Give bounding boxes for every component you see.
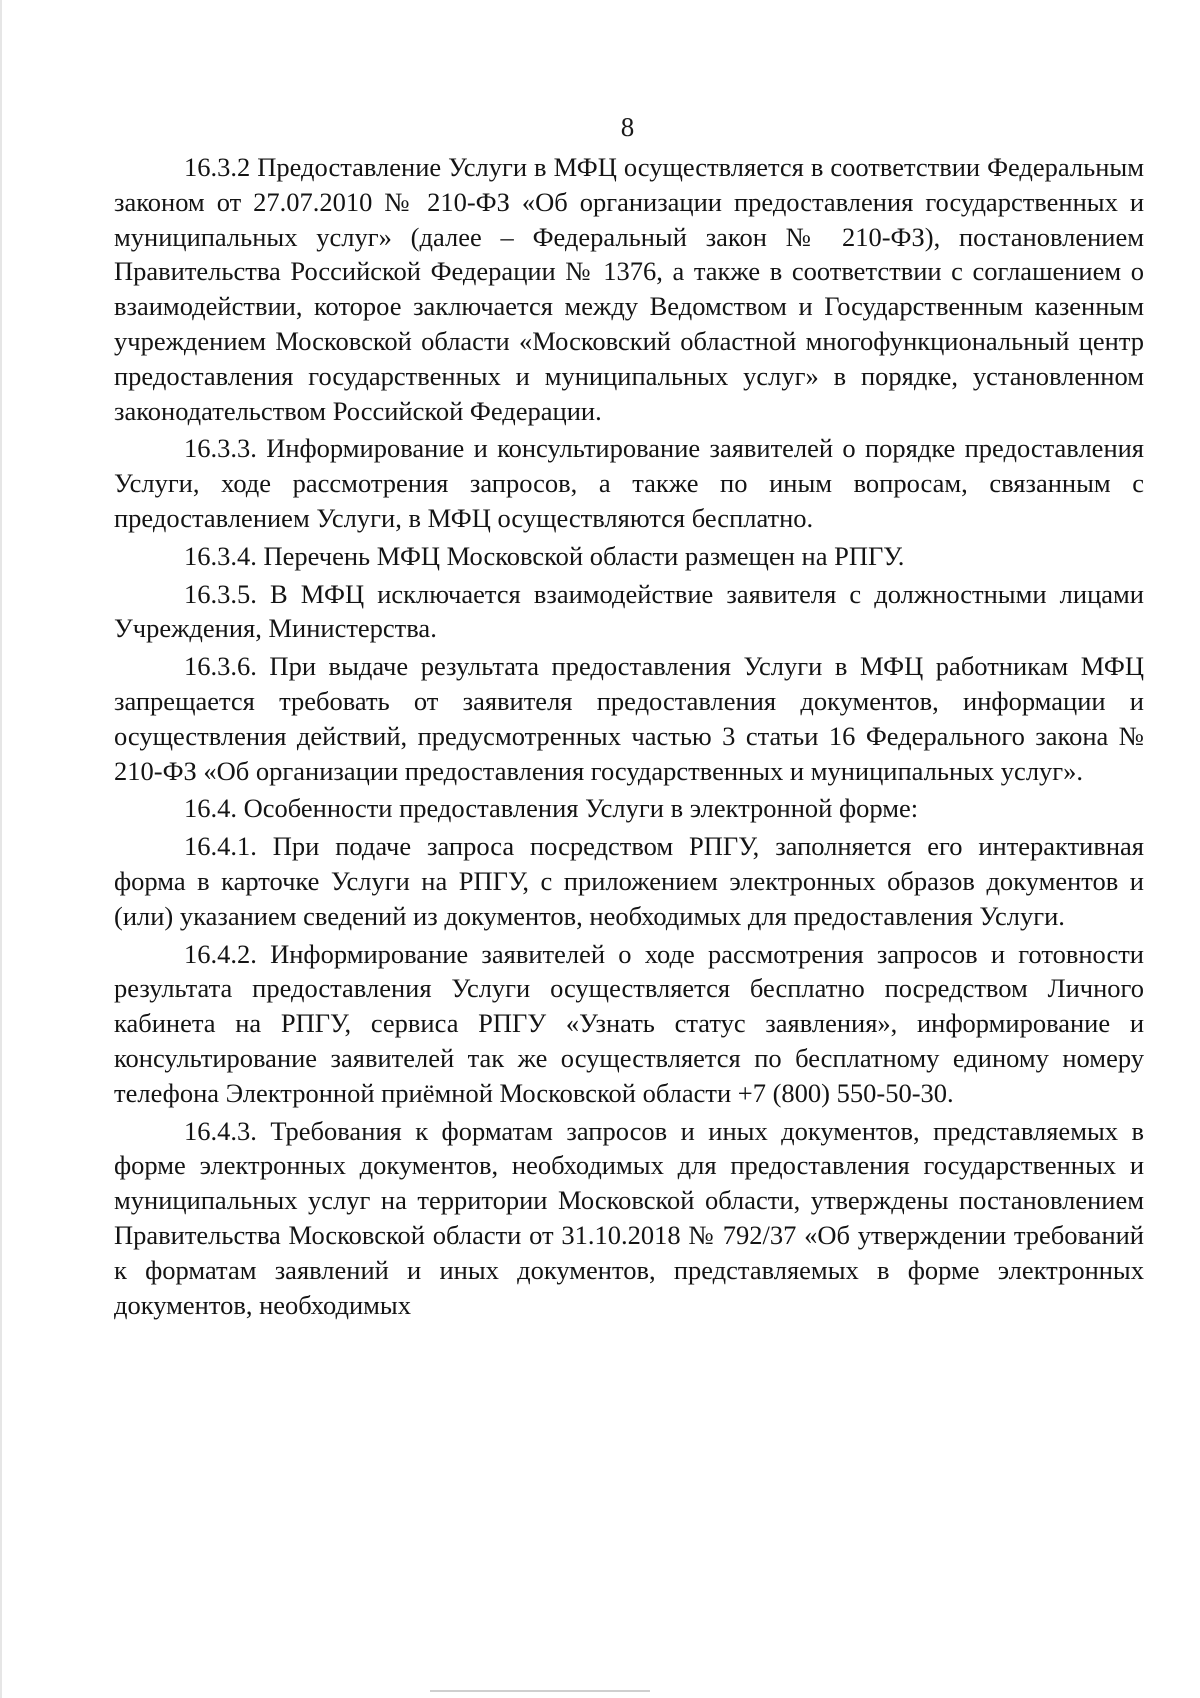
scan-edge: [0, 0, 2, 1698]
paragraph-16-3-4: 16.3.4. Перечень МФЦ Московской области размещен на РПГУ.: [184, 540, 905, 571]
paragraph-16-3-2: 16.3.2 Предоставление Услуги в МФЦ осуществляется в соответствии Федеральным законом от 27.07.2010 № 210-ФЗ «Об организации предоставления государственных и муниципальных услуг» (далее – Федеральный закон № 210-ФЗ), постановлением Правительства Российской Федерации № 1376, а также в соответствии с соглашением о взаимодействии, которое заключается между Ведомством и Государственным казенным учреждением Московской области «Московский областной многофункциональный центр предоставления государственных и муниципальных услуг» в порядке, установленном законодательством Российской Федерации.: [114, 152, 1144, 426]
paragraph-16-3-5: 16.3.5. В МФЦ исключается взаимодействие заявителя с должностными лицами Учреждения, Министерства.: [114, 578, 1144, 644]
paragraph-16-3-6: 16.3.6. При выдаче результата предоставления Услуги в МФЦ работникам МФЦ запрещается требовать от заявителя предоставления документов, информации и осуществления действий, предусмотренных частью 3 статьи 16 Федерального закона № 210-ФЗ «Об организации предоставления государственных и муниципальных услуг».: [114, 651, 1144, 786]
paragraph-16-4: 16.4. Особенности предоставления Услуги в электронной форме:: [184, 793, 919, 824]
document-body: [114, 150, 1144, 1322]
paragraph-16-4-3: 16.4.3. Требования к форматам запросов и иных документов, представляемых в форме электронных документов, необходимых для предоставления государственных и муниципальных услуг на территории Московской области, утверждены постановлением Правительства Московской области от 31.10.2018 № 792/37 «Об утверждении требований к форматам заявлений и иных документов, представляемых в форме электронных документов, необходимых: [114, 1115, 1144, 1320]
scan-artifact: [430, 1690, 650, 1692]
paragraph-16-3-3: 16.3.3. Информирование и консультирование заявителей о порядке предоставления Услуги, ходе рассмотрения запросов, а также по иным вопросам, связанным с предоставлением Услуги, в МФЦ осуществляются бесплатно.: [114, 433, 1144, 533]
paragraph-16-4-1: 16.4.1. При подаче запроса посредством РПГУ, заполняется его интерактивная форма в карточке Услуги на РПГУ, с приложением электронных образов документов и (или) указанием сведений из документов, необходимых для предоставления Услуги.: [114, 831, 1144, 931]
page-number: 8: [620, 112, 635, 142]
paragraph-16-4-2: 16.4.2. Информирование заявителей о ходе рассмотрения запросов и готовности результата предоставления Услуги осуществляется бесплатно посредством Личного кабинета на РПГУ, сервиса РПГУ «Узнать статус заявления», информирование и консультирование заявителей так же осуществляется по бесплатному единому номеру телефона Электронной приёмной Московской области +7 (800) 550-50-30.: [114, 938, 1144, 1108]
